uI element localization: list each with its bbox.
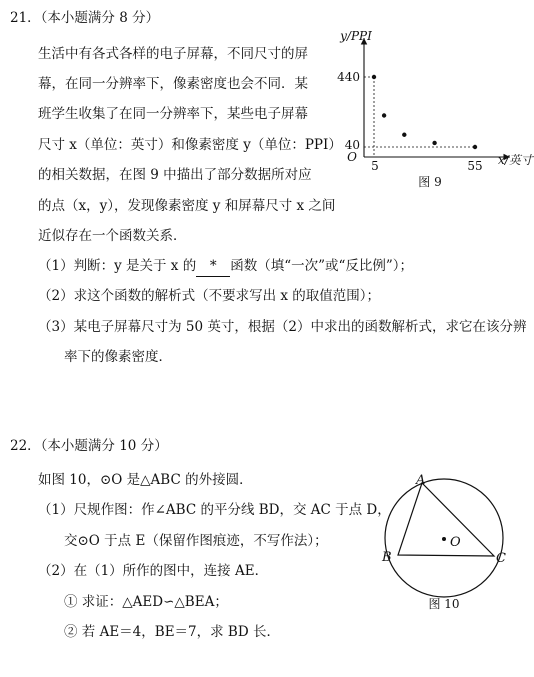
q21-part1-prefix: （1）判断：y 是关于 x 的 xyxy=(38,258,197,274)
label-b: B xyxy=(382,550,392,565)
q22-part1-line-2: 交⊙O 于点 E（保留作图痕迹，不写作法）； xyxy=(64,533,328,549)
triangle-abc xyxy=(398,483,494,556)
q21-part1 xyxy=(38,256,413,277)
q22-sub1: ① 求证：△AED∽△BEA； xyxy=(64,594,228,610)
q21-intro-line-1: 生活中有各式各样的电子屏幕，不同尺寸的屏 xyxy=(38,46,308,62)
q21-part1-suffix: 函数（填“一次”或“反比例”）； xyxy=(230,258,414,274)
x-axis-label: x/英寸 xyxy=(498,153,533,167)
figure-9 xyxy=(330,28,533,198)
q22-header: 22．（本小题满分 10 分） xyxy=(10,438,168,454)
q21-part3-line-1: （3）某电子屏幕尺寸为 50 英寸，根据（2）中求出的函数解析式，求它在该分辨 xyxy=(38,319,527,335)
data-point xyxy=(402,133,406,137)
data-point xyxy=(473,145,477,149)
q21-answer-blank[interactable]: * xyxy=(196,256,230,277)
label-c: C xyxy=(496,551,506,566)
figure-10 xyxy=(378,470,528,620)
q21-header: 21．（本小题满分 8 分） xyxy=(10,10,160,26)
figure-9-caption: 图 9 xyxy=(418,175,442,189)
center-point xyxy=(442,537,446,541)
q21-part3-line-2: 率下的像素密度． xyxy=(64,349,172,365)
q21-intro-line-3: 班学生收集了在同一分辨率下，某些电子屏幕 xyxy=(38,106,308,122)
q21-intro-line-5: 的相关数据，在图 9 中描出了部分数据所对应 xyxy=(38,167,312,183)
q22-part1-line-1: （1）尺规作图：作∠ABC 的平分线 BD，交 AC 于点 D， xyxy=(38,502,391,518)
q21-intro-line-2: 幕，在同一分辨率下，像素密度也会不同．某 xyxy=(38,76,308,92)
data-point xyxy=(432,141,436,145)
q21-intro-line-4: 尺寸 x（单位：英寸）和像素密度 y（单位：PPI） xyxy=(38,137,342,153)
x-tick-label-5: 5 xyxy=(371,159,379,173)
origin-label: O xyxy=(347,150,357,164)
q21-part2: （2）求这个函数的解析式（不要求写出 x 的取值范围）； xyxy=(38,288,381,304)
data-point xyxy=(382,113,386,117)
q21-intro-line-6: 的点（x，y），发现像素密度 y 和屏幕尺寸 x 之间 xyxy=(38,198,336,214)
y-tick-label-440: 440 xyxy=(337,70,360,84)
y-tick-label-40: 40 xyxy=(344,138,360,152)
label-o: O xyxy=(450,535,461,550)
label-a: A xyxy=(416,473,426,488)
q21-intro-line-7: 近似存在一个函数关系． xyxy=(38,228,187,244)
q22-sub2: ② 若 AE＝4，BE＝7，求 BD 长． xyxy=(64,624,280,640)
data-point xyxy=(372,75,376,79)
y-axis-label: y/PPI xyxy=(340,29,372,43)
figure-10-caption: 图 10 xyxy=(428,597,460,611)
q22-intro: 如图 10，⊙O 是△ABC 的外接圆． xyxy=(38,472,253,488)
q22-part2: （2）在（1）所作的图中，连接 AE． xyxy=(38,563,269,579)
x-tick-label-55: 55 xyxy=(467,159,483,173)
